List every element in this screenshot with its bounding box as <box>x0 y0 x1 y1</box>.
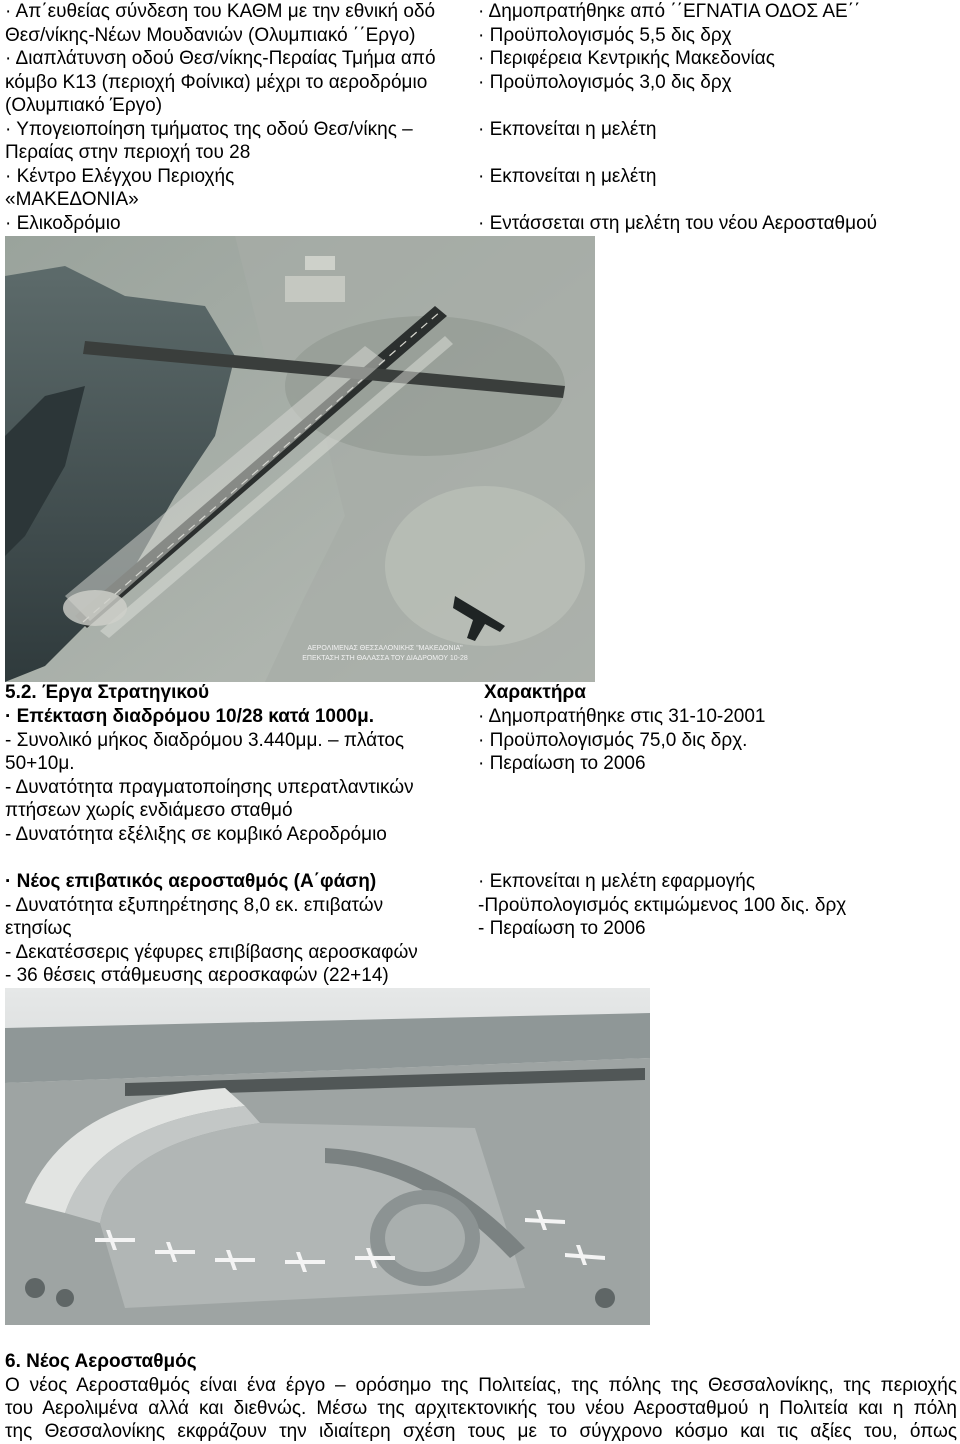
top-right-line: · Εκπονείται η μελέτη <box>478 118 657 140</box>
top-left-line: Θεσ/νίκης-Νέων Μουδανιών (Ολυμπιακό ΄΄Εργο) <box>5 24 416 46</box>
top-left-line: Περαίας στην περιοχή του 28 <box>5 142 251 163</box>
runway-status-line: · Δημοπρατήθηκε στις 31-10-2001 <box>478 706 766 727</box>
runway-extension-line: - Δυνατότητα πραγματοποίησης υπερατλαντικών <box>5 776 414 798</box>
runway-extension-line: - Δυνατότητα εξέλιξης σε κομβικό Αεροδρόμιο <box>5 823 387 845</box>
terminal-line: · Νέος επιβατικός αεροσταθμός (Α΄φάση) <box>5 871 377 892</box>
top-right-line: · Προϋπολογισμός 3,0 δις δρχ <box>478 71 732 93</box>
section-6-heading: 6. Νέος Αεροσταθμός <box>5 1351 197 1372</box>
top-left-column <box>5 0 436 235</box>
terminal-line: - Δεκατέσσερις γέφυρες επιβίβασης αεροσκαφών <box>5 941 418 963</box>
terminal-status-line: -Προϋπολογισμός εκτιμώμενος 100 δις. δρχ <box>478 894 847 916</box>
photo-caption-line-2: ΕΠΕΚΤΑΣΗ ΣΤΗ ΘΑΛΑΣΣΑ ΤΟΥ ΔΙΑΔΡΟΜΟΥ 10-28 <box>302 655 468 662</box>
terminal-status-line: · Εκπονείται η μελέτη εφαρμογής <box>478 871 756 892</box>
terminal-line: ετησίως <box>5 918 72 939</box>
terminal-line: - Δυνατότητα εξυπηρέτησης 8,0 εκ. επιβατών <box>5 894 384 916</box>
top-left-line: · Διαπλάτυνση οδού Θεσ/νίκης-Περαίας Τμήμα από <box>5 48 436 69</box>
runway-extension-line: πτήσεων χωρίς ενδιάμεσο σταθμό <box>5 800 293 821</box>
runway-extension-line: 50+10μ. <box>5 753 75 774</box>
top-right-line: · Προϋπολογισμός 5,5 δις δρχ <box>478 24 732 46</box>
top-right-line <box>478 94 877 118</box>
top-left-line: «ΜΑΚΕΔΟΝΙΑ» <box>5 189 139 210</box>
section-heading-left: 5.2. Έργα Στρατηγικού <box>5 682 210 703</box>
runway-extension-status <box>478 705 766 776</box>
runway-aerial-photo <box>5 236 595 682</box>
runway-extension-line: - Συνολικό μήκος διαδρόμου 3.440μμ. – πλάτος <box>5 729 405 751</box>
top-left-line: · Υπογειοποίηση τμήματος της οδού Θεσ/νίκης – <box>5 118 413 140</box>
runway-status-line: · Προϋπολογισμός 75,0 δις δρχ. <box>478 729 748 751</box>
top-right-line: · Εκπονείται η μελέτη <box>478 165 657 187</box>
top-right-line: · Εντάσσεται στη μελέτη του νέου Αεροσταθμού <box>478 212 878 234</box>
terminal-status <box>478 870 846 941</box>
top-left-line: · Ελικοδρόμιο <box>5 212 121 234</box>
top-left-line: · Απ΄ευθείας σύνδεση του ΚΑΘΜ με την εθνική οδό <box>5 1 436 22</box>
top-right-line <box>478 141 877 165</box>
top-left-line: (Ολυμπιακό Έργο) <box>5 95 163 116</box>
top-right-column <box>478 0 877 235</box>
top-left-line: · Κέντρο Ελέγχου Περιοχής <box>5 165 235 187</box>
top-right-line: · Περιφέρεια Κεντρικής Μακεδονίας <box>478 48 775 69</box>
terminal-rendering-photo <box>5 988 650 1325</box>
terminal-line: - 36 θέσεις στάθμευσης αεροσκαφών (22+14) <box>5 965 389 986</box>
section-6-line-3: της Θεσσαλονίκης εκφράζουν την ιδιαίτερη σχέση τους με το σύγχρονο κόσμο και τις αξίες του, όπως <box>5 1421 957 1442</box>
section-6-line-2: του Αερολιμένα αλλά και διεθνώς. Μέσω της αρχιτεκτονικής του νέου Αεροσταθμού η Πολιτεία και η πόλη <box>5 1398 957 1419</box>
terminal-status-line: - Περαίωση το 2006 <box>478 918 646 939</box>
terminal-details <box>5 870 418 988</box>
top-right-line: · Δημοπρατήθηκε από ΄΄ΕΓΝΑΤΙΑ ΟΔΟΣ ΑΕ΄΄ <box>478 1 861 22</box>
runway-extension-details <box>5 705 414 846</box>
top-left-line: κόμβο Κ13 (περιοχή Φοίνικα) μέχρι το αεροδρόμιο <box>5 71 428 93</box>
runway-extension-line: · Επέκταση διαδρόμου 10/28 κατά 1000μ. <box>5 706 374 727</box>
section-heading-right: Χαρακτήρα <box>484 682 586 703</box>
photo-caption-line-1: ΑΕΡΟΛΙΜΕΝΑΣ ΘΕΣΣΑΛΟΝΙΚΗΣ "ΜΑΚΕΔΟΝΙΑ" <box>307 645 463 652</box>
runway-status-line: · Περαίωση το 2006 <box>478 753 646 774</box>
top-right-line <box>478 188 877 212</box>
section-6-line-1: Ο νέος Αεροσταθμός είναι ένα έργο – ορόσημο της Πολιτείας, της πόλης της Θεσσαλονίκης, της περιοχής <box>5 1375 957 1396</box>
